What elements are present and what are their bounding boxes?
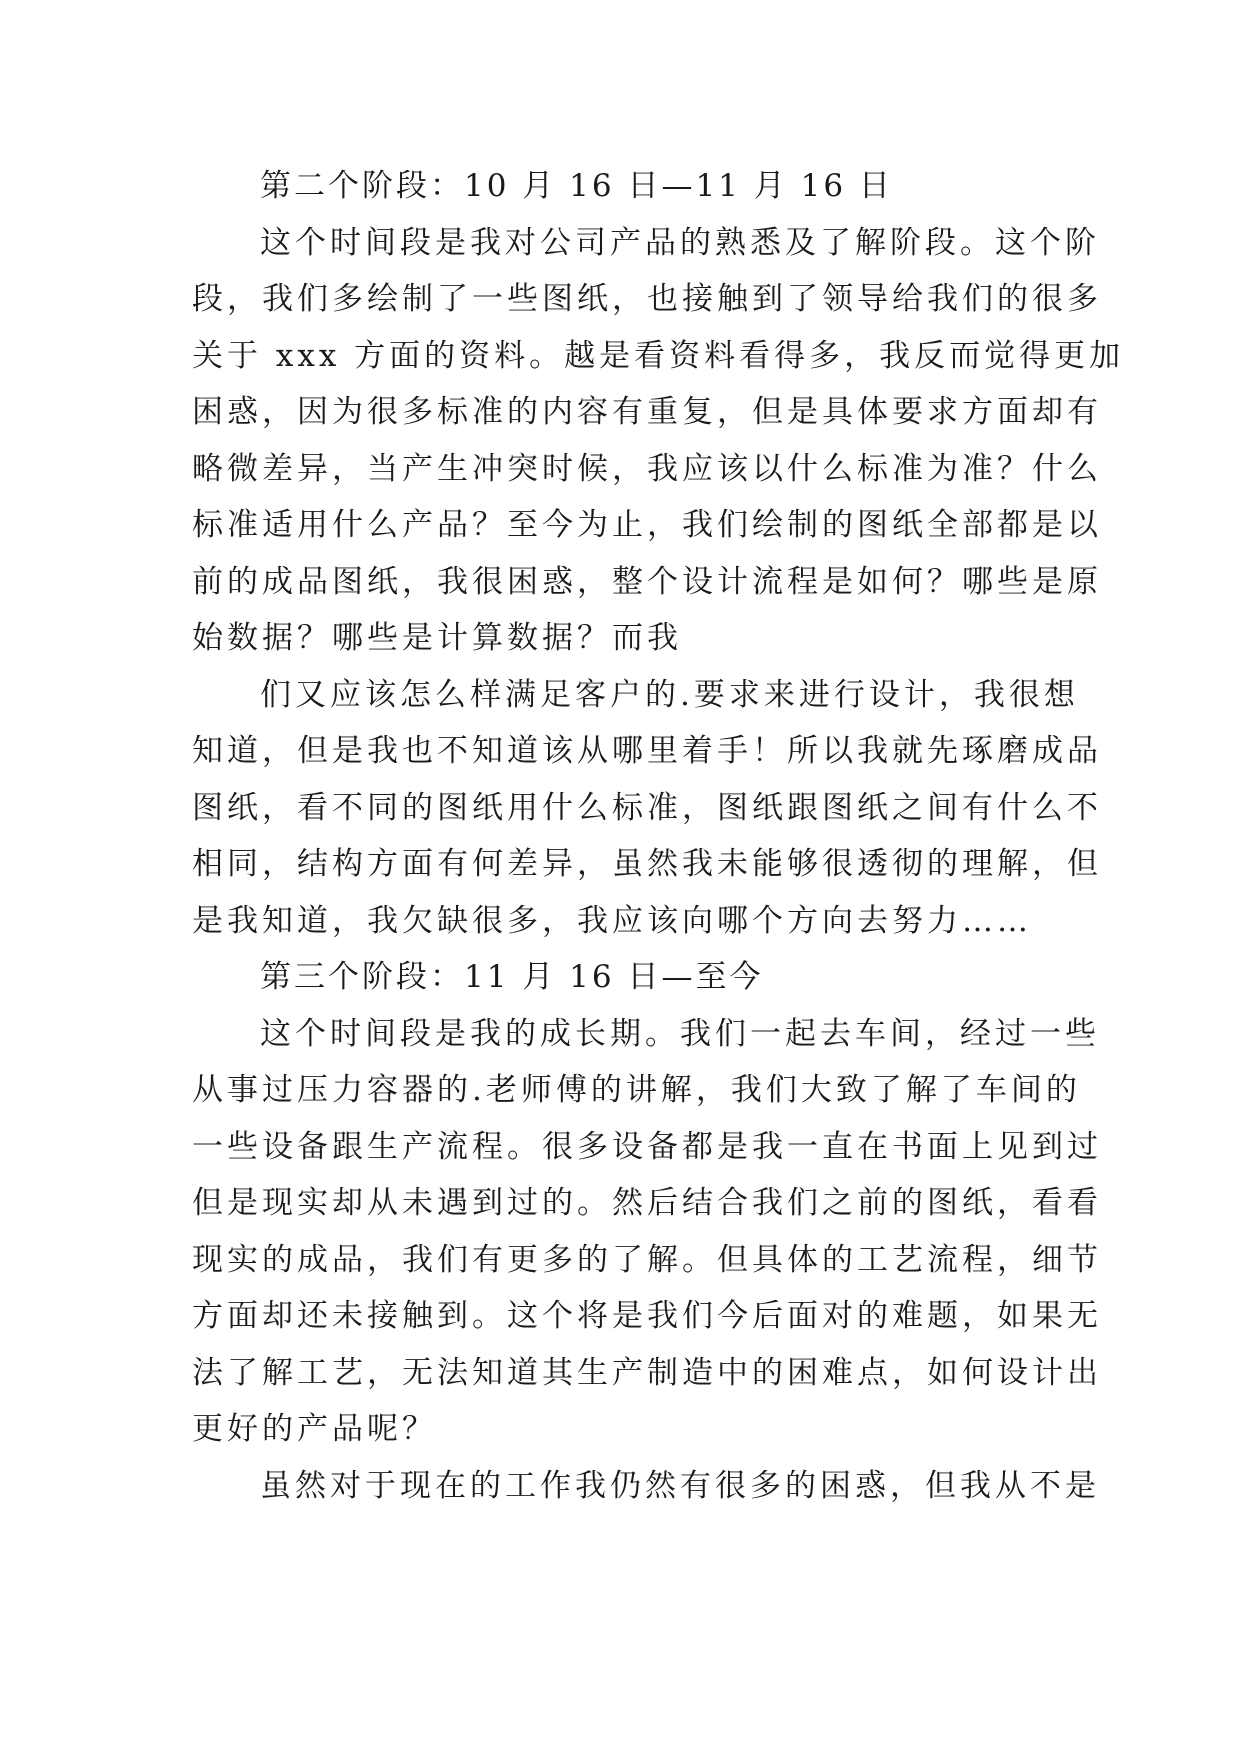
document-page (192, 158, 1125, 1514)
paragraph-line: 虽然对于现在的工作我仍然有很多的困惑，但我从不是 (260, 1467, 1100, 1504)
paragraph-line: 一些设备跟生产流程。很多设备都是我一直在书面上见到过 (192, 1128, 1102, 1165)
section-heading-stage-3: 第三个阶段：11 月 16 日—至今 (260, 959, 764, 995)
paragraph-line: 这个时间段是我的成长期。我们一起去车间，经过一些 (260, 1015, 1100, 1052)
paragraph-line: 是我知道，我欠缺很多，我应该向哪个方向去努力…… (192, 902, 1032, 939)
paragraph-line: 始数据？哪些是计算数据？而我 (192, 620, 682, 656)
paragraph-line: 关于 xxx 方面的资料。越是看资料看得多，我反而觉得更加 (192, 337, 1125, 374)
paragraph-line: 但是现实却从未遇到过的。然后结合我们之前的图纸，看看 (192, 1185, 1102, 1221)
paragraph-line: 从事过压力容器的.老师傅的讲解，我们大致了解了车间的 (192, 1072, 1081, 1108)
paragraph-line: 段，我们多绘制了一些图纸，也接触到了领导给我们的很多 (192, 281, 1102, 317)
paragraph-stage-2-continued (192, 667, 1102, 950)
paragraph-line: 更好的产品呢？ (192, 1411, 437, 1447)
paragraph-line: 知道，但是我也不知道该从哪里着手！所以我就先琢磨成品 (192, 733, 1102, 769)
paragraph-line: 们又应该怎么样满足客户的.要求来进行设计，我很想 (260, 676, 1079, 713)
paragraph-stage-3-reflection (192, 1458, 1100, 1515)
paragraph-line: 现实的成品，我们有更多的了解。但具体的工艺流程，细节 (192, 1241, 1102, 1278)
paragraph-line: 方面却还未接触到。这个将是我们今后面对的难题，如果无 (192, 1298, 1102, 1334)
paragraph-stage-3-intro (192, 1006, 1102, 1458)
paragraph-line: 略微差异，当产生冲突时候，我应该以什么标准为准？什么 (192, 450, 1102, 487)
paragraph-line: 标准适用什么产品？至今为止，我们绘制的图纸全部都是以 (192, 507, 1102, 543)
paragraph-line: 困惑，因为很多标准的内容有重复，但是具体要求方面却有 (192, 394, 1102, 430)
paragraph-line: 图纸，看不同的图纸用什么标准，图纸跟图纸之间有什么不 (192, 789, 1102, 826)
section-heading-stage-2: 第二个阶段：10 月 16 日—11 月 16 日 (260, 168, 893, 204)
paragraph-line: 这个时间段是我对公司产品的熟悉及了解阶段。这个阶 (260, 224, 1100, 261)
paragraph-stage-2-intro (192, 215, 1125, 667)
paragraph-line: 法了解工艺，无法知道其生产制造中的困难点，如何设计出 (192, 1354, 1102, 1391)
paragraph-line: 相同，结构方面有何差异，虽然我未能够很透彻的理解，但 (192, 846, 1102, 882)
paragraph-line: 前的成品图纸，我很困惑，整个设计流程是如何？哪些是原 (192, 563, 1102, 600)
